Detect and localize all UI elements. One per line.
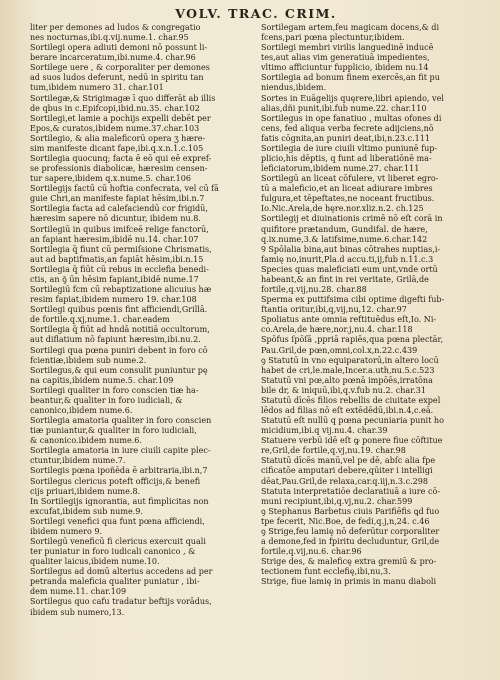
index-line: fulgura,et tēpeftates,ne noceant fructibus. <box>261 194 435 204</box>
index-line: Sortilegia ad bonum finem exercēs,an fit pu <box>261 73 440 83</box>
index-line: Sperma ex puttifsima cibi optime digefti fub- <box>261 295 445 305</box>
index-line: Sortilegus in ope fanatiuo , multas ofones di <box>261 113 442 123</box>
index-line: ctuntur,ibidem nume.7. <box>30 456 126 466</box>
index-line: quifitore prætandum, Gundifal. de hære, <box>261 224 428 234</box>
index-line: sim manifeste dicant fape,ibi.q.x.n.1.c.105 <box>30 143 204 153</box>
index-line: Sortilege uere , & corporaliter per demones <box>30 63 210 73</box>
index-line: Statutū eſt nullū q pœna pecuniaria punit ho <box>261 416 444 426</box>
index-line: Epos,& curatos,ibidem nume.37.char.103 <box>30 123 200 133</box>
index-line: Sortilegia q̄ fiūt ad hndā notitiā occultorum, <box>30 325 210 335</box>
index-line: petranda maleficia qualiter puniatur , ibi- <box>30 577 200 587</box>
index-line: a demone,fed in fpiritu decluduntur, Gril,de <box>261 536 440 546</box>
index-line: berare incarceratum,ibi.nume.4. char.96 <box>30 53 196 63</box>
index-line: Sortes in Euāgelijs quęrere,libri apiendo, vel <box>261 93 444 103</box>
index-line: hæresim sapere nō dicuntur, ibidem nu.8. <box>30 214 201 224</box>
index-line: tes,aut alias vim generatiuā impedientes, <box>261 53 430 63</box>
index-line: Sortilegi qua pœna puniri debent in foro cō <box>30 345 208 355</box>
index-line: alias,dñi punit,ibi.fub nume.22. char.110 <box>261 103 427 113</box>
index-line: lēdos ad filias nō eſt extēdēdū,ibi.n.4,c.eā. <box>261 405 434 415</box>
index-line: liter per demones ad ludos & congregatio <box>30 23 201 32</box>
index-line: tiæ puniantur,& qualiter in foro iudiciali, <box>30 426 197 436</box>
index-line: ad suos ludos deferunt, nedū in spiritu tan <box>30 73 204 83</box>
index-line: Statutū dīcēs filios rebellis de ciuitate expel <box>261 395 441 405</box>
index-line: Sortilegia q̄ fiūt cū rebus in ecclefia benedi- <box>30 264 209 274</box>
index-line: bile dr, & iniquū,ibi,q.v.fub nu.2. char.31 <box>261 385 426 395</box>
index-line: ftantia oritur,ibi,q,vij,nu,12. char.97 <box>261 305 407 315</box>
index-line: co.Arela,de hære,nor.j,nu.4. char.118 <box>261 325 413 335</box>
index-line: Sortilegus quo cafu tradatur beftijs vorādus, <box>30 597 212 607</box>
index-line: aut diflatium nō fapiunt hæresim,ibi.nu.2. <box>30 335 201 345</box>
index-line: q.ix.nume,3.& latifsime,nume.6.char.142 <box>261 234 428 244</box>
index-line: cens, fed aliqua verba fecrete adijciens,nō <box>261 123 434 133</box>
index-line: de fortile.q.xj,nume.1. char.eadem <box>30 315 170 325</box>
index-line: Statuta interpretatiōe declaratiuā a iure cō- <box>261 486 441 496</box>
index-line: dem nume.11. char.109 <box>30 587 127 597</box>
index-line: leficiatorum,ibidem nume.27. char.111 <box>261 164 420 174</box>
index-line: Sortilegia de iure ciuili vltimo puniunē fup- <box>261 143 438 153</box>
index-line: Sortilegij et diuinationis crimē nō eſt corā in <box>261 214 443 224</box>
index-line: guie Chri,an manifeste fapiat hēsim,ibi.n.7 <box>30 194 205 204</box>
index-line: ibidem numero 9. <box>30 526 103 536</box>
index-line: muni recipiunt,ibi,q.vj,nu.2. char.599 <box>261 496 413 506</box>
index-line: Species quas maleficiati eum unt,vnde ortū <box>261 264 438 274</box>
index-line: Sortilegia facta ad calefaciendū cor frigidū, <box>30 204 208 214</box>
index-line: famię no,inurit,Pla.d accu.ti,ij,fub n.11.c.3 <box>261 254 434 264</box>
left-column <box>30 23 251 618</box>
index-columns <box>30 23 482 618</box>
index-line: ꝯ Strige,feu lamię nō deferūtur corporaliter <box>261 526 440 536</box>
index-line: & canonico.ibidem nume.6. <box>30 436 142 446</box>
index-line: resim fapiat,ibidem numero 19. char.108 <box>30 295 197 305</box>
index-line: plicio,his dēptis, q funt ad liberatiōnē ma- <box>261 154 432 164</box>
index-line: ter puniatur in foro iudicali canonico , & <box>30 547 196 557</box>
index-line: re,Gril,de fortile,q.vj,nu.19. char.98 <box>261 446 406 456</box>
index-line: Sortilegia amatoria in iure ciuili capite plec- <box>30 446 211 456</box>
index-line: ibidem sub numero,13. <box>30 607 125 617</box>
index-line: Sortilegia quocunq; facta ē eō qui eē expref- <box>30 154 212 164</box>
index-line: Sortilegus ad domū alterius accedens ad per <box>30 567 213 577</box>
index-line: se professionis diabolicæ, hæresim censen- <box>30 164 208 174</box>
index-line: na capitis,ibidem nume.5. char.109 <box>30 375 174 385</box>
index-line: tū a maleficio,et an liceat adiurare imbres <box>261 184 433 194</box>
index-line: Sortilegijs factū cū hoftia confecrata, vel cū fā <box>30 184 219 194</box>
index-line: niendus,ibidem. <box>261 83 327 93</box>
index-line: Sortilegia q̄ fiunt cū permiſsione Chrismatis, <box>30 244 212 254</box>
index-line: ꝯ Stephanus Barbetus ciuis Parifiēfis ꝗd fuo <box>261 506 440 516</box>
index-line: ctis, an ꝯ̄ ūn hēsim fapiant,ibidē nume.17 <box>30 274 199 284</box>
index-line: Pau.Gril,de pœn,omni,col.x,n.22.c.439 <box>261 345 418 355</box>
index-line: tpe fecerit, Nic.Boe, de fedi,q.j,n,24. c.46 <box>261 516 430 526</box>
index-line: qualiter laicus,ibidem nume.10. <box>30 557 160 567</box>
index-line: Sortilegam artem,feu magicam docens,& di <box>261 23 440 32</box>
index-line: ꝯ Statutū in vno equiparatorū,in altero locū <box>261 355 439 365</box>
index-line: beantur,& qualiter in foro iudiciali, & <box>30 395 183 405</box>
index-line: Sortilegū an liceat cōfulere, vt liberet egro- <box>261 174 439 184</box>
index-line: fcientiæ,ibidem sub nume.2. <box>30 355 147 365</box>
index-line: fortile,q.vij,nu.6. char.96 <box>261 547 362 557</box>
index-line: aut ad baptifmatis,an fapiāt hēsim,ibi.n.15 <box>30 254 204 264</box>
index-line: Sortilegi quibus pœnis fint afficiendi,Grillā. <box>30 305 208 315</box>
index-line: Ꝯ Spōlalia bina,aut binas cōtrahes nuptias,i- <box>261 244 441 254</box>
index-line: Sortilegus,& qui eum consulit puniuntur pę <box>30 365 208 375</box>
index-line: Spōfus ſpōſā ,ppriā rapiēs,qua pœna plectār, <box>261 335 443 345</box>
index-line: fcens,pari pœna plectuntur,ibidem. <box>261 33 405 43</box>
index-line: In Sortilegijs ignorantia, aut fimplicitas non <box>30 496 209 506</box>
index-line: Sortilegi qualiter in foro conscien tiæ ha- <box>30 385 199 395</box>
right-column <box>261 23 482 618</box>
index-line: tectionem funt ecclefię,ibi,nu,3. <box>261 567 391 577</box>
index-line: Sortilegæ,& Strigimagæ ī quo differāt ab illis <box>30 93 216 103</box>
index-line: Sortilegi,et lamie a pochijs expelli debēt per <box>30 113 211 123</box>
index-line: cificatōe amputari debere,qūiter i intelligi <box>261 466 433 476</box>
index-line: Strige, fiue lamię in primis in manu diaboli <box>261 577 437 587</box>
index-line: Sortilegis pœna ipoñēda ē arbitraria,ibi.n,7 <box>30 466 208 476</box>
index-line: nes nocturnas,ibi.q.vij.nume.1. char.95 <box>30 33 189 43</box>
index-line: Strige des, & maleficę extra gremiū & pro- <box>261 557 437 567</box>
index-line: fortile,q.vij,nu.28. char.88 <box>261 285 367 295</box>
index-line: Sortilegi membri virilis languedinē inducē <box>261 43 434 53</box>
index-line: habet de cri,le.male,Incer.a.uth,nu.5.c.523 <box>261 365 435 375</box>
index-line: an fapiant hæresim,ibidē nu.14. char.107 <box>30 234 199 244</box>
index-line: tum,ibidem numero 31. char.101 <box>30 83 164 93</box>
index-line: vltimo afficiuntur fupplicio, ibidem nu.14 <box>261 63 429 73</box>
index-line: fatis cōgnita,an puniri deat,ibi,n.23.c.111 <box>261 133 431 143</box>
index-line: Sortilegi opera adiuti demoni nō possunt li- <box>30 43 208 53</box>
index-line: dēat,Pau.Gril,de relaxa,car.q.iij,n.3.c.298 <box>261 476 428 486</box>
index-line: excufat,ibidem sub nume.9. <box>30 506 143 516</box>
index-line: micidium,ibi.q vij.nu.4. char.39 <box>261 426 388 436</box>
index-line: Statutū dīcēs manū,vel pe dē, abſc alia fpe <box>261 456 436 466</box>
index-line: habeant,& an fint in rei veritate, Grilā,de <box>261 274 429 284</box>
index-line: Sortilegi venefici qua funt pœna afficiendi, <box>30 516 205 526</box>
index-line: Sortilegio, & alia maleficorū opera ʒ hære- <box>30 133 206 143</box>
index-line: Sortilegia amatoria qualiter in foro conscien <box>30 416 212 426</box>
index-line: de qbus in c.Epifcopi,ibid.nu.35. char.102 <box>30 103 200 113</box>
running-title: VOLV. TRAC. CRIM. <box>175 6 337 21</box>
index-line: Spoliatus ante omnia reftituēdus eſt,Io. Ni- <box>261 315 437 325</box>
index-line: Sortilegū veneficū fi clericus exercuit quali <box>30 536 206 546</box>
index-line: Sortilegiū in quibus imifceē relige fanctorū, <box>30 224 209 234</box>
index-line: canonico,ibidem nume.6. <box>30 405 133 415</box>
index-line: Statuere verbū idē eſt ꝙ ponere fiue cōftitue <box>261 436 443 446</box>
index-line: Sortilegiū fcm cū rebaptizatione alicuius hæ <box>30 285 212 295</box>
index-line: Io.Nic.Arela,de hęre.nor.xliz.n.2. ch.125 <box>261 204 424 214</box>
index-line: Statutū vni pœ,alto pœnā impōēs,irratōna <box>261 375 433 385</box>
index-line: Sortilegus clericus poteft officijs,& benefi <box>30 476 201 486</box>
index-line: cijs priuari,ibidem nume.8. <box>30 486 141 496</box>
index-line: tur sapere,ibidem q.x.nume.5. char.106 <box>30 174 191 184</box>
